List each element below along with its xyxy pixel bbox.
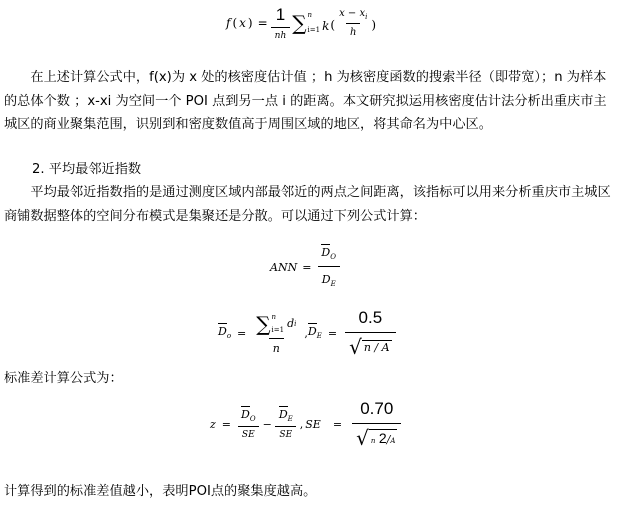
d-d-sub: i [294,319,297,328]
kde-lhs-f: f [226,16,231,30]
z-separator: , [299,417,304,431]
conclusion-text: 计算得到的标准差值越小，表明POI点的聚集度越高。 [4,484,317,499]
z-den1: SE [238,426,259,440]
kde-coef-den: nh [271,27,291,41]
ann-den-sub: E [330,280,336,289]
ann-equals: = [302,260,312,274]
de-slash: / [374,340,379,354]
d-d: d [287,317,295,330]
d-den: n [269,338,284,355]
ann-num-sub: O [330,253,336,261]
kde-frac-num-sub: i [365,13,368,21]
de-A: A [381,340,390,354]
kde-sigma: ∑ [292,11,307,35]
ann-lhs: ANN [270,260,298,274]
se-fraction: 0.70 √ n 2/A [352,399,401,450]
ann-num: D [321,245,331,259]
ann-fraction [317,246,340,288]
kde-sum-upper: n [307,11,313,19]
ann-den: D [321,273,331,286]
de-equals: = [327,326,338,340]
z-fraction-observed [237,408,260,439]
paragraph-ann-explanation: 平均最邻近指数指的是通过测度区域内部最邻近的两点之间距离，该指标可以用来分析重庆市主城区商铺数据整体的空间分布模式是集聚还是分散。可以通过下列公式计算： [4,185,611,224]
z-num2: D [278,408,288,422]
de-sub: E [316,332,322,341]
de-sqrt-n: n [363,340,371,354]
se-coef: 0.70 [360,398,394,418]
se-exp: 2 [378,430,387,446]
kde-coef-num: 1 [275,5,286,24]
kde-frac-num: x − x [339,8,366,19]
d-sum-lower: i=1 [271,326,285,334]
d-sum-upper: n [271,313,277,321]
d-separator: , [304,326,308,340]
z-num2-sub: E [287,415,293,424]
kde-sum-lower: i=1 [307,26,321,34]
se-slash: / [386,433,391,446]
se-sqrt-n: n [370,437,376,445]
de-coef: 0.5 [358,307,383,327]
d-lhs-sub: o [226,332,232,341]
d-sigma: ∑ [256,311,271,336]
kde-formula: f ( x ) = $\frac{1}{nh}$ ∑ n i=1 k ( $\frac{x - x_i}{h}$ ) [226,5,377,41]
z-den2: SE [275,426,296,440]
paragraph-kde-explanation: 在上述计算公式中，f(x)为 x 处的核密度估计值 ；h 为核密度函数的搜索半径（即带宽）；n 为样本的总体个数 ；x-xi 为空间一个 POI 点到另一点 i 的距离。本文研究拟运用核密度估计法分析出重庆市主城区的商业聚集范围，识别到和密度数值高于周围区域的地区，将其命名为中心区。 [4,70,607,132]
kde-inner-fraction [335,8,371,38]
se-A: A [390,437,396,445]
std-formula-label: 标准差计算公式为： [4,371,123,386]
z-minus: − [262,417,272,431]
d-fraction [252,312,300,355]
z-lhs: z [210,417,216,431]
z-fraction-expected [275,408,297,439]
distance-formula [218,305,396,361]
de-symbol: D [307,325,317,339]
kde-frac-den: h [346,23,360,38]
kde-coefficient [271,5,291,41]
z-num1: D [241,408,250,422]
kde-k: k [322,19,330,33]
ann-formula [270,236,340,298]
se-symbol: SE [305,417,321,431]
de-fraction: 0.5 √ n / A [345,308,396,359]
d-lhs: D [218,325,227,339]
z-equals: = [221,417,232,431]
kde-lhs-x: x [239,16,246,30]
z-score-formula [210,394,401,454]
d-equals: = [237,326,247,340]
z-num1-sub: O [249,415,256,424]
section-heading-ann: 2. 平均最邻近指数 [32,162,142,177]
se-equals: = [332,417,343,431]
kde-equals: = [257,16,268,30]
